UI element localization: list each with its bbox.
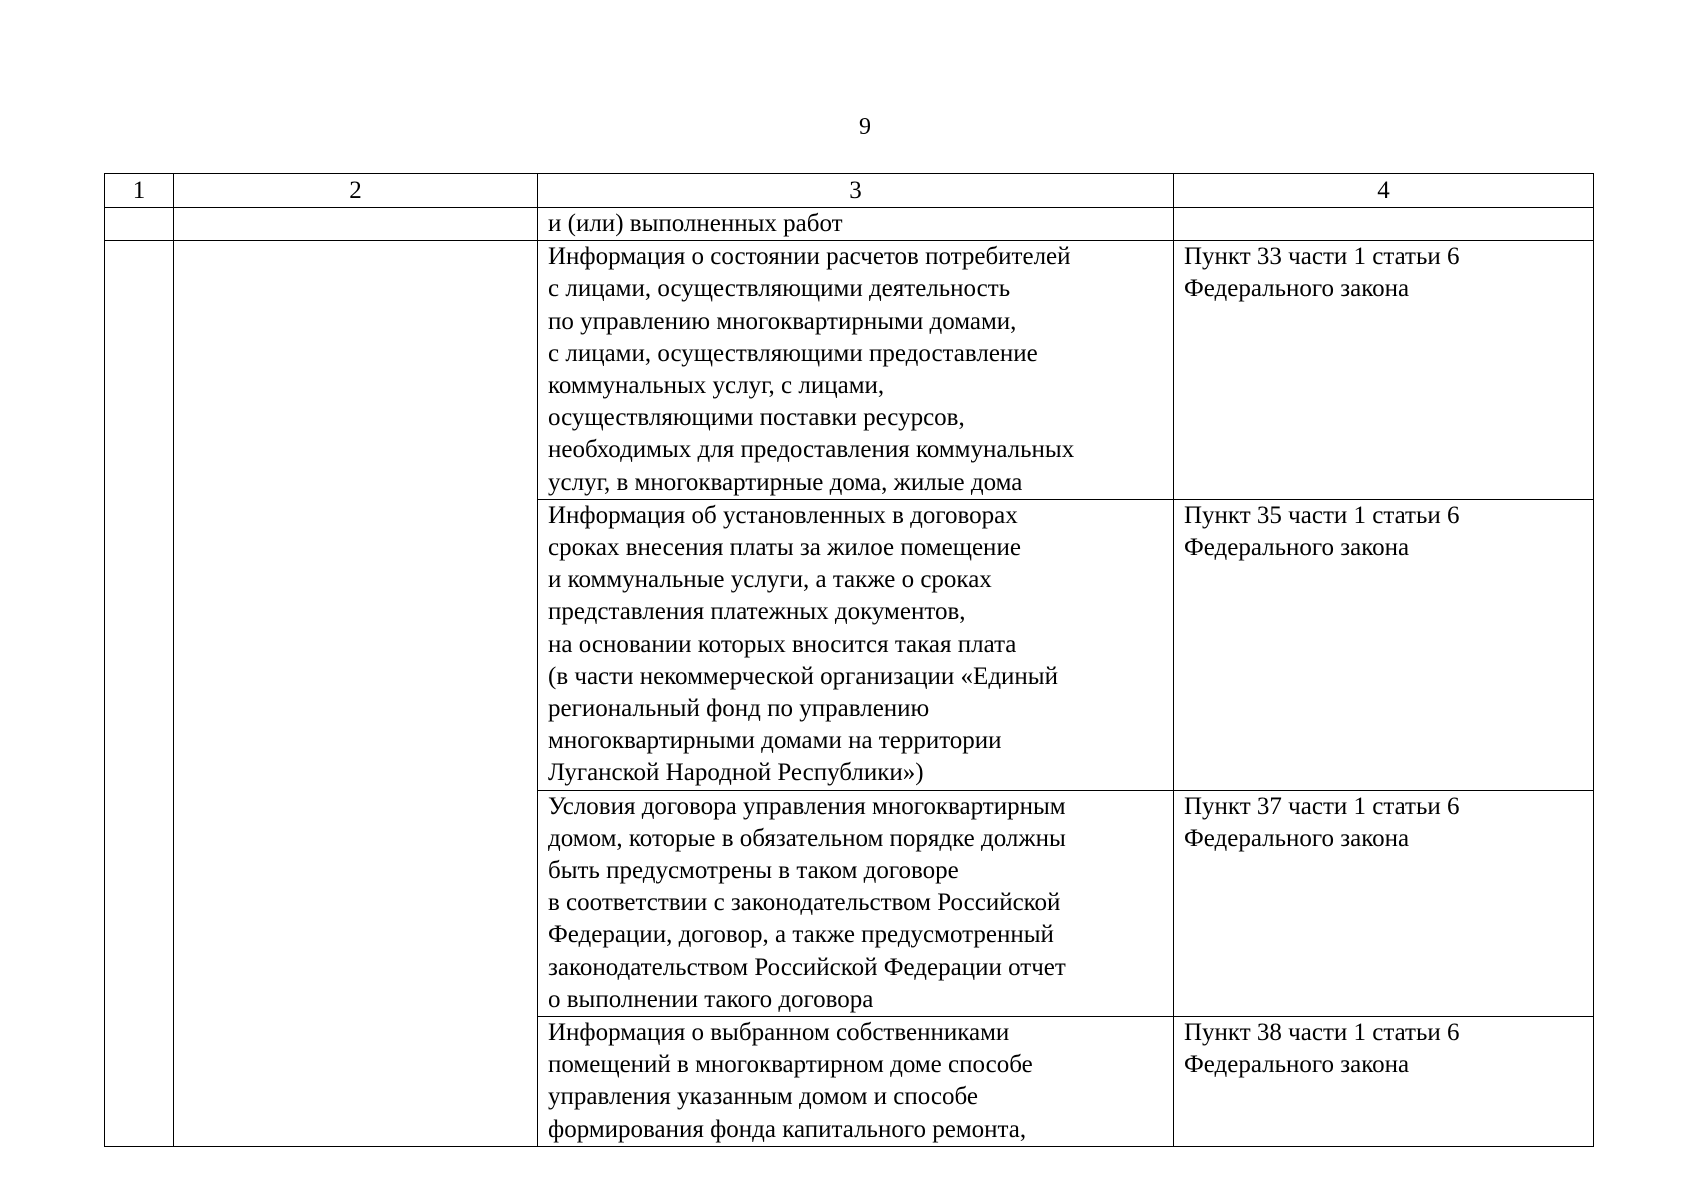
row-basis-cell bbox=[1174, 241, 1594, 500]
text-line: многоквартирными домами на территории bbox=[548, 727, 1002, 755]
continuation-col2 bbox=[174, 208, 538, 241]
text-line: на основании которых вносится такая плата bbox=[548, 630, 1017, 658]
row-description-cell bbox=[538, 499, 1174, 790]
text-line: услуг, в многоквартирные дома, жилые дома bbox=[548, 468, 1023, 496]
text-line: Федерального закона bbox=[1184, 275, 1410, 303]
continuation-col4 bbox=[1174, 208, 1594, 241]
text-line: Федерального закона bbox=[1184, 534, 1410, 562]
text-line: домом, которые в обязательном порядке должны bbox=[548, 824, 1066, 852]
text-line: и коммунальные услуги, а также о сроках bbox=[548, 566, 992, 594]
text-line: Федерации, договор, а также предусмотренный bbox=[548, 921, 1054, 949]
text-line: Пункт 35 части 1 статьи 6 bbox=[1184, 501, 1460, 529]
text-line: формирования фонда капитального ремонта, bbox=[548, 1115, 1027, 1143]
document-table bbox=[104, 173, 1594, 1147]
row-category-cell bbox=[174, 241, 538, 1147]
text-line: Условия договора управления многоквартирным bbox=[548, 792, 1066, 820]
continuation-row bbox=[105, 208, 1594, 241]
text-line: по управлению многоквартирными домами, bbox=[548, 307, 1017, 335]
text-line: Информация о состоянии расчетов потребителей bbox=[548, 243, 1071, 271]
text-line: Луганской Народной Республики») bbox=[548, 759, 924, 787]
text-line: Федерального закона bbox=[1184, 1051, 1410, 1079]
text-line: Пункт 37 части 1 статьи 6 bbox=[1184, 792, 1460, 820]
text-line: Пункт 33 части 1 статьи 6 bbox=[1184, 243, 1460, 271]
continuation-col3 bbox=[538, 208, 1174, 241]
text-line: региональный фонд по управлению bbox=[548, 695, 930, 723]
continuation-col1 bbox=[105, 208, 174, 241]
text-line: Информация об установленных в договорах bbox=[548, 501, 1018, 529]
text-line: законодательством Российской Федерации отчет bbox=[548, 953, 1066, 981]
text-line: Пункт 38 части 1 статьи 6 bbox=[1184, 1019, 1460, 1047]
row-basis-cell bbox=[1174, 499, 1594, 790]
text-line: помещений в многоквартирном доме способе bbox=[548, 1051, 1033, 1079]
text-line: Информация о выбранном собственниками bbox=[548, 1019, 1010, 1047]
text-line: с лицами, осуществляющими деятельность bbox=[548, 275, 1011, 303]
text-line: Федерального закона bbox=[1184, 824, 1410, 852]
text-line: необходимых для предоставления коммунальных bbox=[548, 436, 1075, 464]
column-header-3: 3 bbox=[538, 174, 1174, 208]
row-basis-cell bbox=[1174, 790, 1594, 1016]
row-number-cell bbox=[105, 241, 174, 1147]
column-header-2: 2 bbox=[174, 174, 538, 208]
text-line: коммунальных услуг, с лицами, bbox=[548, 372, 885, 400]
page-number: 9 bbox=[859, 114, 871, 140]
text-line: быть предусмотрены в таком договоре bbox=[548, 857, 959, 885]
row-basis-cell bbox=[1174, 1017, 1594, 1147]
row-description-cell bbox=[538, 1017, 1174, 1147]
column-header-1: 1 bbox=[105, 174, 174, 208]
text-line: представления платежных документов, bbox=[548, 598, 966, 626]
text-line: в соответствии с законодательством Российской bbox=[548, 889, 1061, 917]
table-row bbox=[105, 241, 1594, 500]
text-line: осуществляющими поставки ресурсов, bbox=[548, 404, 965, 432]
column-header-4: 4 bbox=[1174, 174, 1594, 208]
header-row bbox=[105, 174, 1594, 208]
text-line: сроках внесения платы за жилое помещение bbox=[548, 534, 1021, 562]
text-line: и (или) выполненных работ bbox=[548, 210, 843, 237]
text-line: о выполнении такого договора bbox=[548, 985, 874, 1013]
row-description-cell bbox=[538, 241, 1174, 500]
text-line: управления указанным домом и способе bbox=[548, 1083, 978, 1111]
text-line: с лицами, осуществляющими предоставление bbox=[548, 339, 1038, 367]
row-description-cell bbox=[538, 790, 1174, 1016]
text-line: (в части некоммерческой организации «Единый bbox=[548, 662, 1058, 690]
